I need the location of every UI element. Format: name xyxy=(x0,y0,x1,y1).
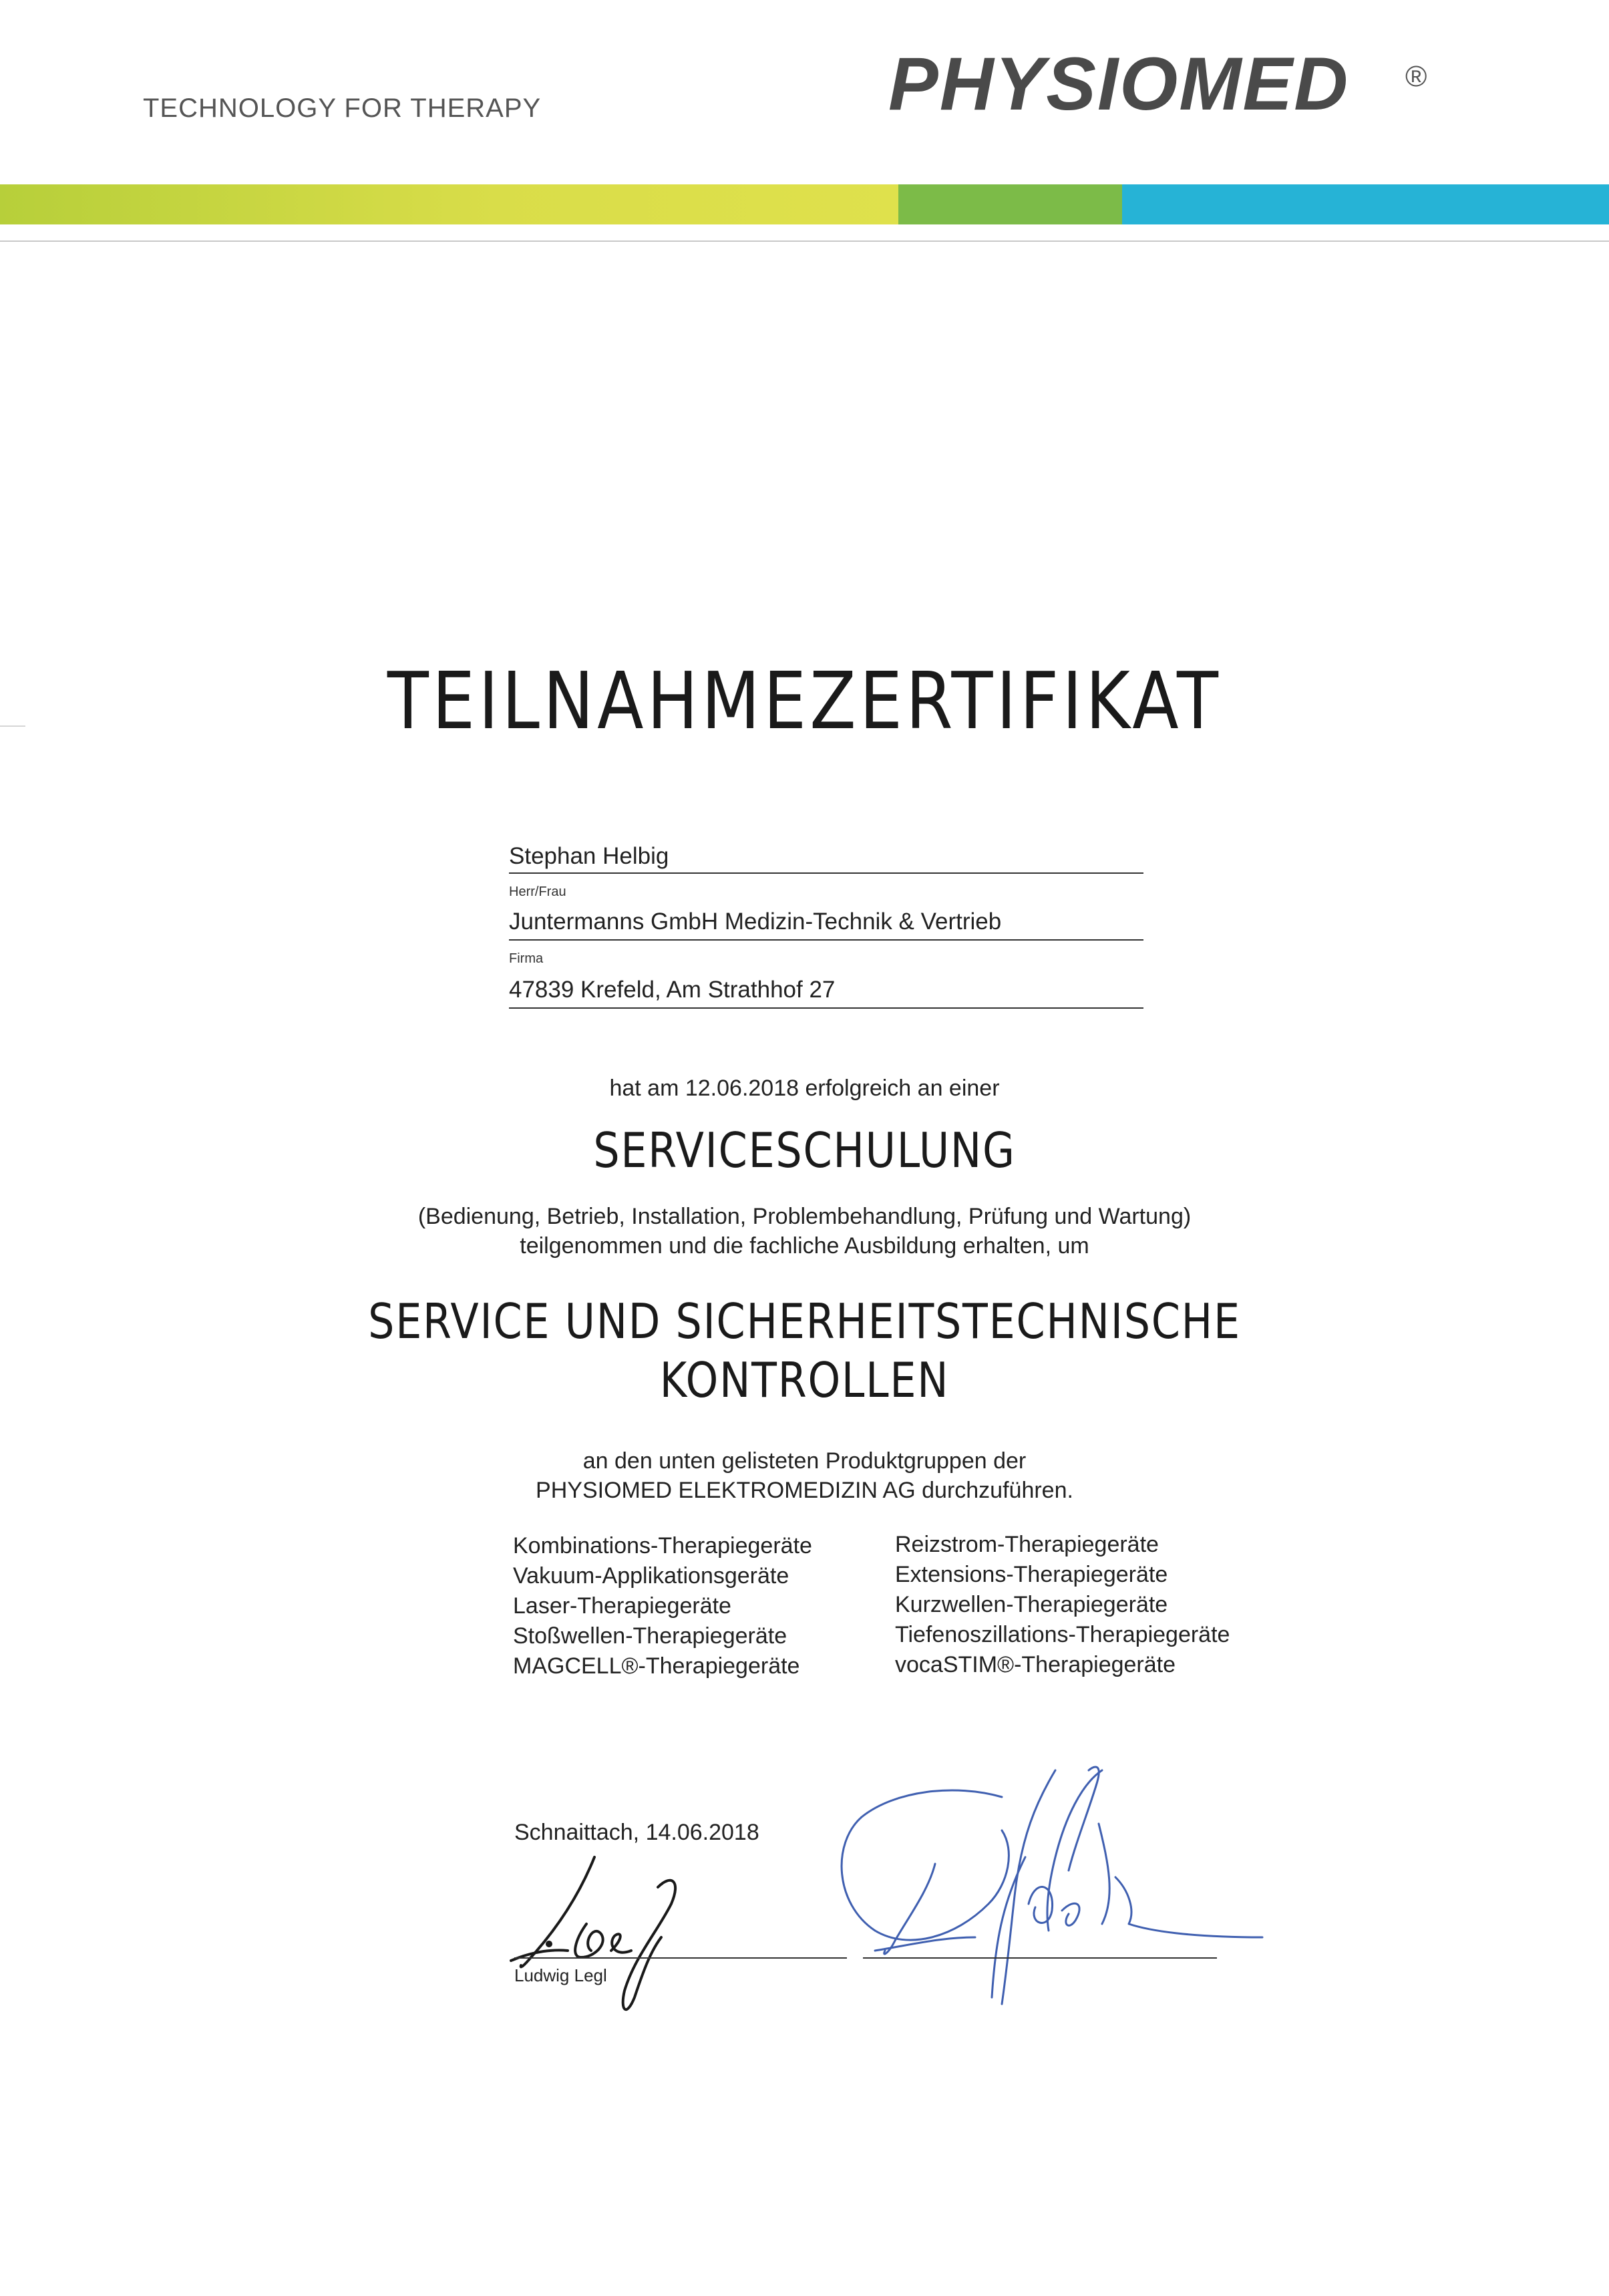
course-title: SERVICESCHULUNG xyxy=(593,1122,1016,1178)
participant-address: 47839 Krefeld, Am Strathhof 27 xyxy=(509,977,836,1003)
list-item: Kurzwellen-Therapiegeräte xyxy=(895,1592,1168,1617)
address-underline xyxy=(509,1007,1143,1009)
signature-line-left xyxy=(514,1957,847,1959)
registered-mark: ® xyxy=(1405,60,1427,93)
name-label: Herr/Frau xyxy=(509,884,566,899)
scope-line2: PHYSIOMED ELEKTROMEDIZIN AG durchzuführen. xyxy=(536,1478,1073,1503)
signature-second xyxy=(835,1757,1276,2017)
company-label: Firma xyxy=(509,951,544,966)
place-date: Schnaittach, 14.06.2018 xyxy=(514,1820,759,1845)
list-item: vocaSTIM®-Therapiegeräte xyxy=(895,1652,1176,1677)
qualification-line2: KONTROLLEN xyxy=(659,1352,950,1408)
list-item: Extensions-Therapiegeräte xyxy=(895,1562,1168,1587)
participant-company: Juntermanns GmbH Medizin-Technik & Vertrieb xyxy=(509,909,1002,935)
product-list-left xyxy=(513,1531,812,1681)
color-stripe-green xyxy=(898,184,1122,224)
course-details-line2: teilgenommen und die fachliche Ausbildung erhalten, um xyxy=(520,1233,1089,1259)
list-item: Vakuum-Applikationsgeräte xyxy=(513,1563,789,1589)
fold-mark xyxy=(0,725,25,727)
signature-legl xyxy=(508,1850,735,2024)
qualification-line1: SERVICE UND SICHERHEITSTECHNISCHE xyxy=(368,1293,1241,1349)
intro-text: hat am 12.06.2018 erfolgreich an einer xyxy=(609,1076,1000,1101)
list-item: Laser-Therapiegeräte xyxy=(513,1593,731,1619)
name-underline xyxy=(509,872,1143,874)
header-divider xyxy=(0,240,1609,242)
certificate-title: TEILNAHMEZERTIFIKAT xyxy=(387,655,1222,747)
list-item: Stoßwellen-Therapiegeräte xyxy=(513,1623,787,1649)
list-item: MAGCELL®-Therapiegeräte xyxy=(513,1653,800,1679)
color-stripe-lime xyxy=(0,184,898,224)
physiomed-logo: PHYSIOMED xyxy=(888,42,1350,126)
scope-line1: an den unten gelisteten Produktgruppen der xyxy=(582,1448,1027,1474)
participant-name: Stephan Helbig xyxy=(509,843,669,869)
list-item: Kombinations-Therapiegeräte xyxy=(513,1533,812,1559)
company-underline xyxy=(509,939,1143,941)
list-item: Tiefenoszillations-Therapiegeräte xyxy=(895,1622,1230,1647)
list-item: Reizstrom-Therapiegeräte xyxy=(895,1532,1159,1557)
tagline: TECHNOLOGY FOR THERAPY xyxy=(143,94,542,123)
signature-line-right xyxy=(863,1957,1217,1959)
color-stripe-cyan xyxy=(1122,184,1609,224)
product-list-right xyxy=(895,1530,1230,1680)
signer-name: Ludwig Legl xyxy=(514,1965,607,1985)
course-details-line1: (Bedienung, Betrieb, Installation, Problembehandlung, Prüfung und Wartung) xyxy=(417,1204,1192,1229)
